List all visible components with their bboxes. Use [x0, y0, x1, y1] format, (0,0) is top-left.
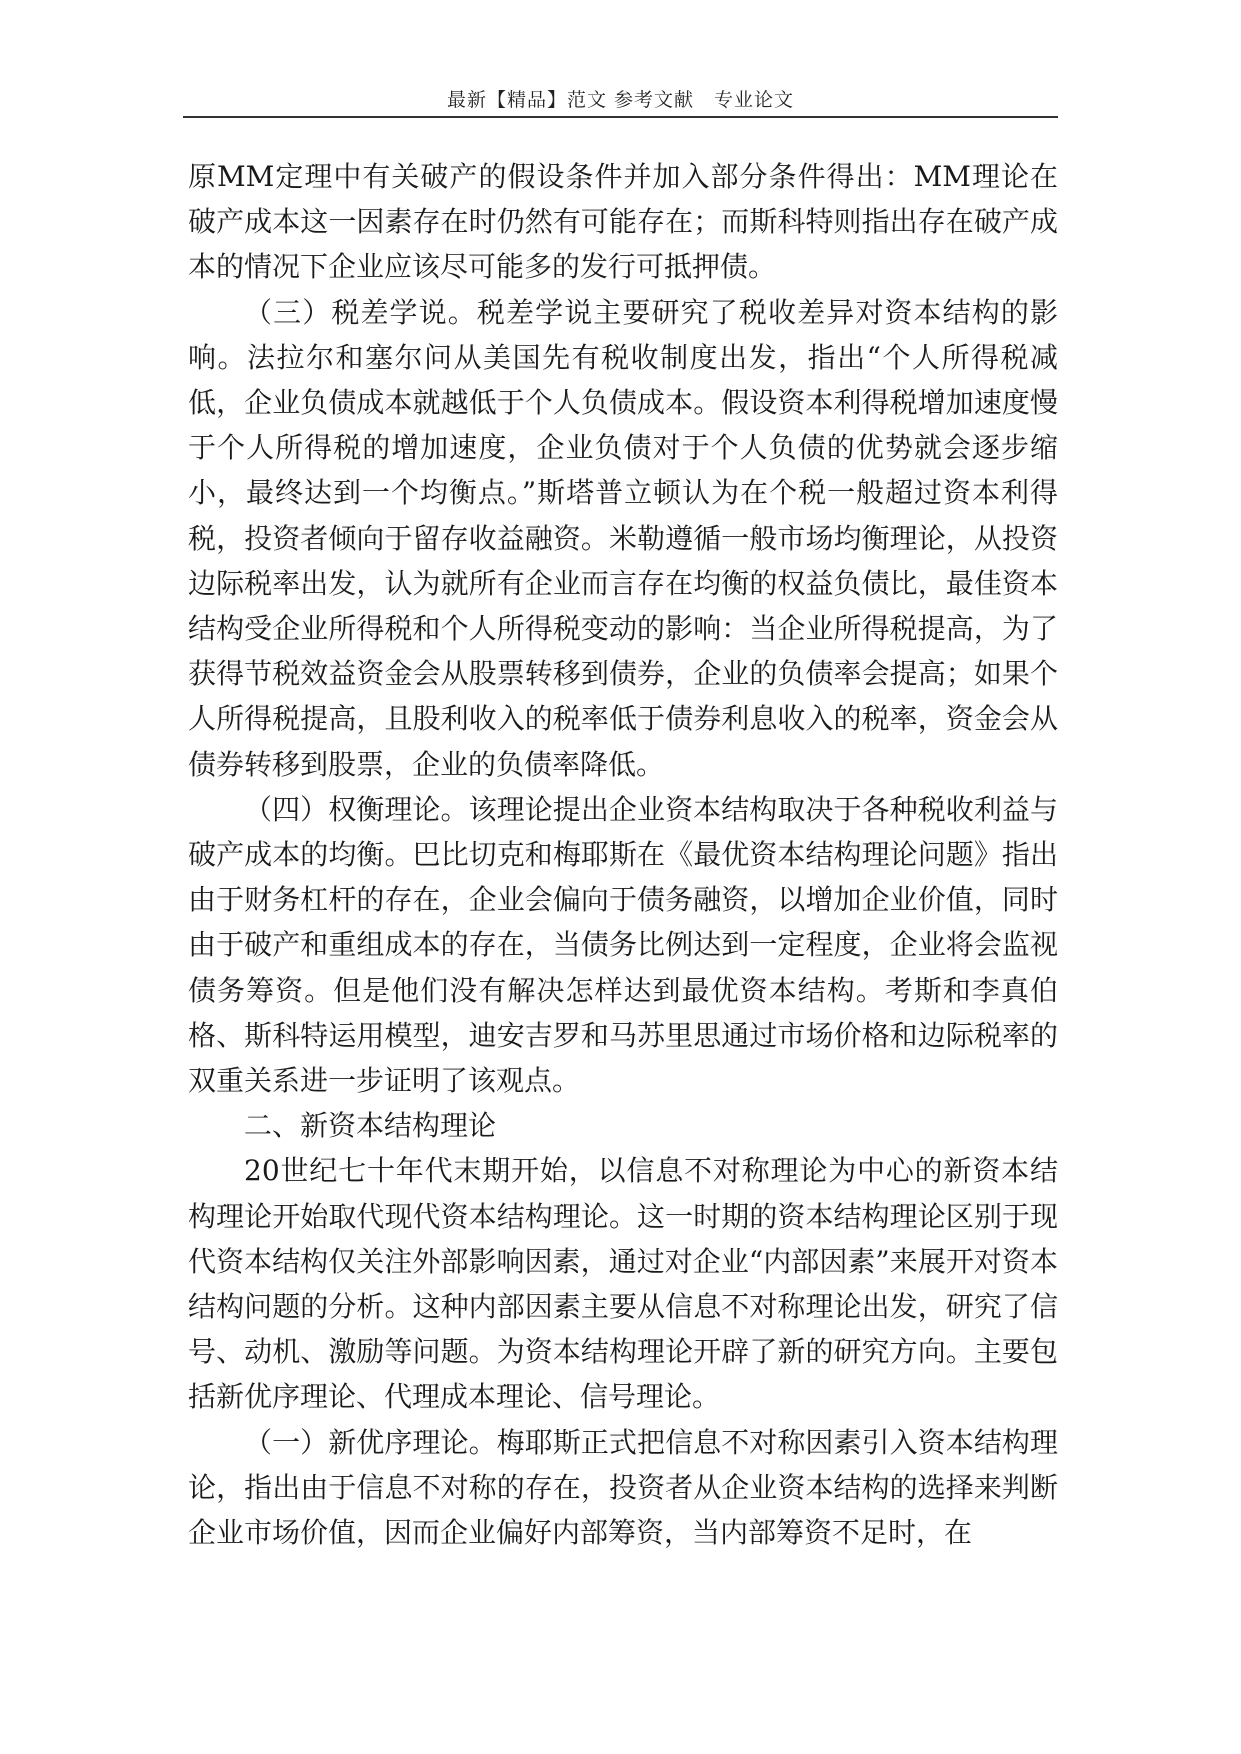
page-header: 最新【精品】范文 参考文献 专业论文 [446, 89, 795, 111]
section-heading-new-capital-structure: 二、新资本结构理论 [244, 1109, 497, 1143]
paragraph-trade-off-theory: （四）权衡理论。该理论提出企业资本结构取决于各种税收利益与破产成本的均衡。巴比切克和梅耶斯在《最优资本结构理论问题》指出由于财务杠杆的存在，企业会偏向于债务融资，以增加企业价值，同时由于破产和重组成本的存在，当债务比例达到一定程度，企业将会监视债务筹资。但是他们没有解决怎样达到最优资本结构。考斯和李真伯格、斯科特运用模型，迪安吉罗和马苏里思通过市场价格和边际税率的双重关系进一步证明了该观点。 [188, 792, 1058, 1098]
paragraph-tax-difference-theory: （三）税差学说。税差学说主要研究了税收差异对资本结构的影响。法拉尔和塞尔问从美国先有税收制度出发，指出“个人所得税减低，企业负债成本就越低于个人负债成本。假设资本利得税增加速度慢于个人所得税的增加速度，企业负债对于个人负债的优势就会逐步缩小，最终达到一个均衡点。”斯塔普立顿认为在个税一般超过资本利得税，投资者倾向于留存收益融资。米勒遵循一般市场均衡理论，从投资边际税率出发，认为就所有企业而言存在均衡的权益负债比，最佳资本结构受企业所得税和个人所得税变动的影响：当企业所得税提高，为了获得节税效益资金会从股票转移到债券，企业的负债率会提高；如果个人所得税提高，且股利收入的税率低于债券利息收入的税率，资金会从债券转移到股票，企业的负债率降低。 [188, 295, 1058, 781]
document-body [188, 154, 1058, 1555]
paragraph-bankruptcy-continuation: 原MM定理中有关破产的假设条件并加入部分条件得出：MM理论在破产成本这一因素存在时仍然有可能存在；而斯科特则指出存在破产成本的情况下企业应该尽可能多的发行可抵押债。 [188, 160, 1058, 284]
header-divider [183, 116, 1058, 118]
paragraph-new-capital-structure-intro: 20世纪七十年代末期开始，以信息不对称理论为中心的新资本结构理论开始取代现代资本结构理论。这一时期的资本结构理论区别于现代资本结构仅关注外部影响因素，通过对企业“内部因素”来展开对资本结构问题的分析。这种内部因素主要从信息不对称理论出发，研究了信号、动机、激励等问题。为资本结构理论开辟了新的研究方向。主要包括新优序理论、代理成本理论、信号理论。 [188, 1154, 1058, 1414]
paragraph-new-pecking-order-theory: （一）新优序理论。梅耶斯正式把信息不对称因素引入资本结构理论，指出由于信息不对称的存在，投资者从企业资本结构的选择来判断企业市场价值，因而企业偏好内部筹资，当内部筹资不足时，在 [188, 1425, 1058, 1550]
